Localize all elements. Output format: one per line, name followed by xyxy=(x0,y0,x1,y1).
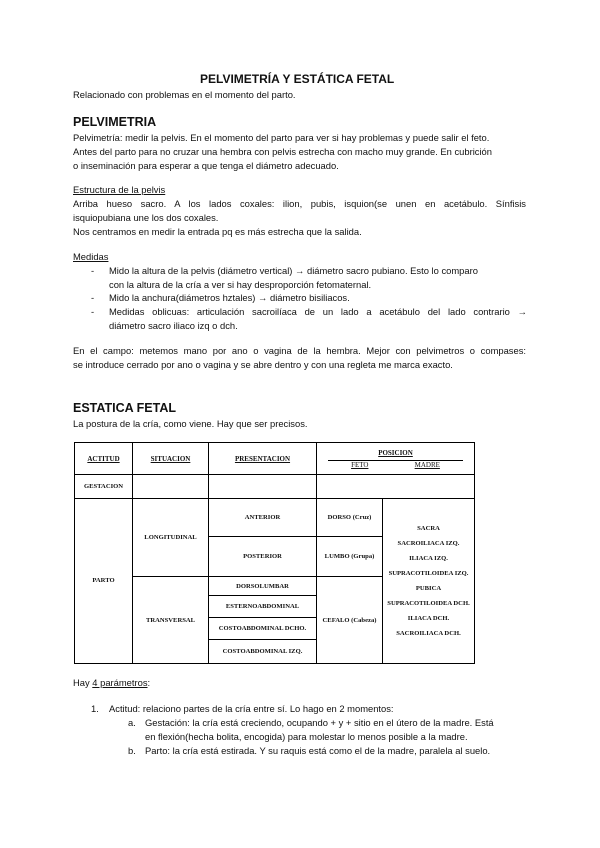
list-item: Mido la altura de la pelvis (diámetro vertical) → diámetro sacro pubiano. Esto lo comparo xyxy=(109,265,478,276)
paragraph-line: Antes del parto para no cruzar una hembra con pelvis estrecha con macho muy grande. En cubrición xyxy=(73,146,492,157)
paragraph-line: La postura de la cría, como viene. Hay que ser precisos. xyxy=(73,418,308,429)
header-actitud: ACTITUD xyxy=(75,443,133,475)
cell-parto: PARTO xyxy=(75,498,133,664)
cell-dorsolumbar: DORSOLUMBAR xyxy=(209,577,317,595)
list-letter: b. xyxy=(128,745,136,756)
cell-dorso: DORSO (Cruz) xyxy=(317,498,383,536)
header-posicion: POSICION FETO MADRE xyxy=(317,443,475,475)
cell-transversal: TRANSVERSAL xyxy=(133,577,209,664)
document-title: PELVIMETRÍA Y ESTÁTICA FETAL xyxy=(200,72,395,86)
list-item-continuation: con la altura de la cría a ver si hay desproporción fetomaternal. xyxy=(109,279,372,290)
table-cell xyxy=(317,475,475,498)
header-presentacion: PRESENTACION xyxy=(209,443,317,475)
paragraph-line: Nos centramos en medir la entrada pq es más estrecha que la salida. xyxy=(73,226,362,237)
cell-lumbo: LUMBO (Grupa) xyxy=(317,536,383,577)
subheader-feto: FETO xyxy=(351,460,369,469)
parametros-line: Hay 4 parámetros: xyxy=(73,677,151,688)
cell-costoabdominal-izq: COSTOABDOMINAL IZQ. xyxy=(209,640,317,664)
list-subitem: Gestación: la cría está creciendo, ocupando + y + sitio en el útero de la madre. Está xyxy=(145,717,494,728)
subheading-estructura: Estructura de la pelvis xyxy=(73,184,166,195)
cell-longitudinal: LONGITUDINAL xyxy=(133,498,209,577)
list-item: Actitud: relaciono partes de la cría entre sí. Lo hago en 2 momentos: xyxy=(109,703,394,714)
cell-madre-list: SACRA SACROILIACA IZQ. ILIACA IZQ. SUPRACOTILOIDEA IZQ. PUBICA SUPRACOTILOIDEA DCH. ILIACA DCH. SACROILIACA DCH. xyxy=(383,498,475,664)
paragraph-line: isquiopubiana une los dos coxales. xyxy=(73,212,219,223)
list-item-continuation: diámetro sacro iliaco izq o dch. xyxy=(109,320,238,331)
list-number: 1. xyxy=(91,703,99,714)
bullet-marker: - xyxy=(91,306,95,317)
cell-gestacion: GESTACION xyxy=(75,475,133,498)
list-item: Mido la anchura(diámetros hztales) → diámetro bisiliacos. xyxy=(109,292,350,303)
cell-costoabdominal-dcho: COSTOABDOMINAL DCHO. xyxy=(209,618,317,640)
section-heading-pelvimetria: PELVIMETRIA xyxy=(73,115,157,129)
cell-esternoabdominal: ESTERNOABDOMINAL xyxy=(209,595,317,617)
section-heading-estatica: ESTATICA FETAL xyxy=(73,401,176,415)
subheader-madre: MADRE xyxy=(414,460,440,469)
bullet-marker: - xyxy=(91,265,95,276)
bullet-marker: - xyxy=(91,292,95,303)
cell-posterior: POSTERIOR xyxy=(209,536,317,577)
cell-anterior: ANTERIOR xyxy=(209,498,317,536)
cell-cefalo: CEFALO (Cabeza) xyxy=(317,577,383,664)
list-subitem: Parto: la cría está estirada. Y su raquis está como el de la madre, paralela al suelo. xyxy=(145,745,491,756)
header-situacion: SITUACION xyxy=(133,443,209,475)
paragraph-line: se introduce cerrado por ano o vagina y se abre dentro y con una regleta me marca exacto. xyxy=(73,359,453,370)
table-cell xyxy=(209,475,317,498)
table-cell xyxy=(133,475,209,498)
paragraph-line: Arriba hueso sacro. A los lados coxales: ilion, pubis, isquion(se unen en acetábulo. Sínfisis xyxy=(73,198,526,209)
list-subitem-continuation: en flexión(hecha bolita, encogida) para molestar lo menos posible a la madre. xyxy=(145,731,468,742)
paragraph-line: En el campo: metemos mano por ano o vagina de la hembra. Mejor con pelvimetros o compases: xyxy=(73,345,526,356)
paragraph-line: o inseminación para esperar a que tenga el diámetro adecuado. xyxy=(73,160,339,171)
list-item: Medidas oblicuas: articulación sacroilíaca de un lado a acetábulo del lado contrario → xyxy=(109,306,527,317)
estatica-fetal-table xyxy=(74,442,475,664)
paragraph-line: Pelvimetría: medir la pelvis. En el momento del parto para ver si hay problemas y puede salir el feto. xyxy=(73,132,490,143)
list-letter: a. xyxy=(128,717,136,728)
document-subtitle: Relacionado con problemas en el momento del parto. xyxy=(73,89,296,100)
subheading-medidas: Medidas xyxy=(73,251,109,262)
